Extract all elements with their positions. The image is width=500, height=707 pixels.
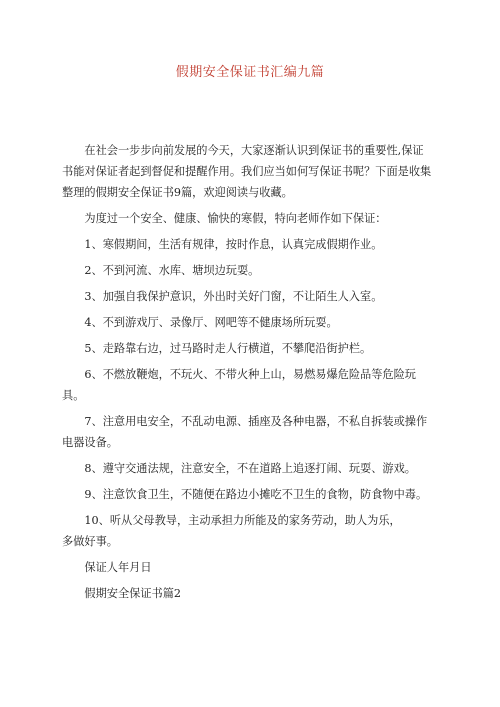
document-title: 假期安全保证书汇编九篇 [175, 65, 325, 80]
intro-paragraph: 在社会一步步向前发展的今天，大家逐渐认识到保证书的重要性,保证书能对保证者起到督促和提醒作用。我们应当如何写保证书呢？下面是收集整理的假期安全保证书9篇，欢迎阅读与收藏。 [62, 144, 432, 199]
signature-line: 保证人年月日 [84, 561, 152, 574]
list-item: 3、加强自我保护意识，外出时关好门窗，不让陌生人入室。 [84, 290, 383, 303]
list-item: 6、不燃放鞭炮，不玩火、不带火种上山，易燃易爆危险品等危险玩具。 [62, 368, 416, 402]
list-item: 4、不到游戏厅、录像厅、网吧等不健康场所玩耍。 [84, 316, 338, 329]
preface-paragraph: 为度过一个安全、健康、愉快的寒假，特向老师作如下保证： [84, 212, 387, 225]
document-body [62, 140, 434, 609]
list-item: 1、寒假期间，生活有规律，按时作息，认真完成假期作业。 [84, 238, 383, 251]
list-item-continuation: 多做好事。 [62, 535, 118, 548]
next-section-heading: 假期安全保证书篇2 [84, 587, 182, 600]
list-item: 8、遵守交通法规，注意安全，不在道路上追逐打闹、玩耍、游戏。 [84, 462, 416, 475]
list-item: 7、注意用电安全，不乱动电源、插座及各种电器，不私自拆装或操作电器设备。 [62, 415, 428, 449]
list-item: 9、注意饮食卫生，不随便在路边小摊吃不卫生的食物，防食物中毒。 [84, 488, 428, 501]
list-item: 10、听从父母教导，主动承担力所能及的家务劳动，助人为乐， [84, 514, 401, 527]
list-item: 2、不到河流、水库、塘坝边玩耍。 [84, 264, 260, 277]
list-item: 5、走路靠右边，过马路时走人行横道，不攀爬沿街护栏。 [84, 342, 372, 355]
